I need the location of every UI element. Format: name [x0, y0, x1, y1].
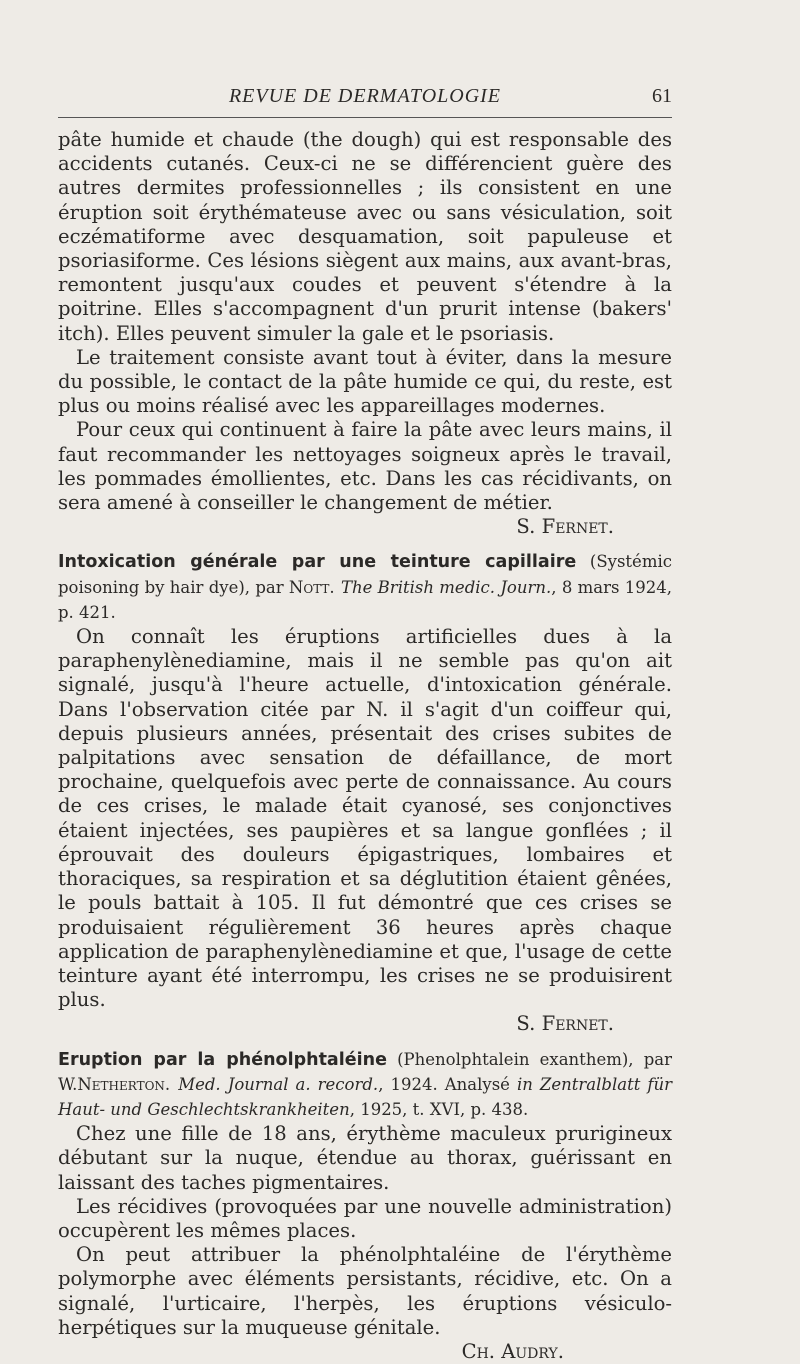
- author: Netherton.: [77, 1074, 171, 1094]
- author: Nott.: [288, 577, 335, 597]
- abstract-phenolphtalein: [58, 1047, 672, 1364]
- source: in Zentralblatt für Haut- und Geschlechtskrankheiten: [58, 1074, 673, 1119]
- paragraph: On connaît les éruptions artificielles dues à la paraphenylènediamine, mais il ne semble pas qu'on ait signalé, jusqu'à l'heure actuelle, d'intoxication générale. Dans l'observation citée par N. il s'agit d'un coiffeur qui, depuis plusieurs années, présentait des crises subites de palpitations avec sensation de défaillance, de mort prochaine, quelquefois avec perte de connaissance. Au cours de ces crises, le malade était cyanosé, ses conjonctives étaient injectées, ses paupières et sa langue gonflées ; il éprouvait des douleurs épigastriques, lombaires et thoraciques, sa respiration et sa déglutition étaient gênées, le pouls battait à 105. Il fut démontré que ces crises se produisaient régulièrement 36 heures après chaque application de paraphenylènediamine et que, l'usage de cette teinture ayant été interrompu, les crises ne se produisirent plus.: [58, 625, 672, 1012]
- abstract-heading: Eruption par la phénolphtaléine (Phenolphtalein exanthem), par W.Netherton. Med. Journal a. record., 1924. Analysé in Zentralblatt für Haut- und Geschlechtskrankheiten, 1925, t. XVI, p. 438.: [58, 1049, 673, 1119]
- paragraph: Chez une fille de 18 ans, érythème maculeux prurigineux débutant sur la nuque, étendue au thorax, guérissant en laissant des taches pigmentaires.: [58, 1122, 672, 1194]
- signature: Ch. Audry.: [461, 1339, 564, 1363]
- journal: The British medic. Journ.: [340, 577, 552, 597]
- paragraph: pâte humide et chaude (the dough) qui est responsable des accidents cutanés. Ceux-ci ne se différencient guère des autres dermites professionnelles ; ils consistent en une éruption soit érythémateuse avec ou sans vésiculation, soit eczématiforme avec desquamation, soit papuleuse et psoriasiforme. Ces lésions siègent aux mains, aux avant-bras, remontent jusqu'aux coudes et peuvent s'étendre à la poitrine. Elles s'accompagnent d'un prurit intense (bakers' itch). Elles peuvent simuler la gale et le psoriasis.: [58, 128, 672, 345]
- running-title: REVUE DE DERMATOLOGIE: [228, 85, 502, 107]
- paragraph: Le traitement consiste avant tout à éviter, dans la mesure du possible, le contact de la pâte humide ce qui, du reste, est plus ou moins réalisé avec les appareillages modernes.: [58, 345, 672, 418]
- abstract-heading: Intoxication générale par une teinture capillaire (Systémic poisoning by hair dye), par Nott. The British medic. Journ., 8 mars 1924, p. 421.: [58, 552, 672, 622]
- page-number: 61: [652, 85, 672, 107]
- signature: S. Fernet.: [516, 515, 614, 539]
- page-body: [58, 128, 672, 1364]
- article-title: Eruption par la phénolphtaléine: [58, 1049, 387, 1070]
- abstract-hair-dye: [58, 549, 672, 1036]
- journal: Med. Journal a. record.: [178, 1074, 379, 1094]
- paragraph: Les récidives (provoquées par une nouvelle administration) occupèrent les mêmes places.: [58, 1194, 672, 1242]
- paragraph: Pour ceux qui continuent à faire la pâte avec leurs mains, il faut recommander les nettoyages soigneux après le travail, les pommades émollientes, etc. Dans les cas récidivants, on sera amené à conseiller le changement de métier.: [58, 418, 672, 515]
- page-header: [58, 85, 672, 118]
- paragraph: On peut attribuer la phénolphtaléine de l'érythème polymorphe avec éléments persistants, récidive, etc. On a signalé, l'urticaire, l'herpès, les éruptions vésiculo-herpétiques sur la muqueuse génitale.: [58, 1243, 672, 1339]
- signature: S. Fernet.: [516, 1012, 614, 1036]
- article-title: Intoxication générale par une teinture capillaire: [58, 552, 577, 573]
